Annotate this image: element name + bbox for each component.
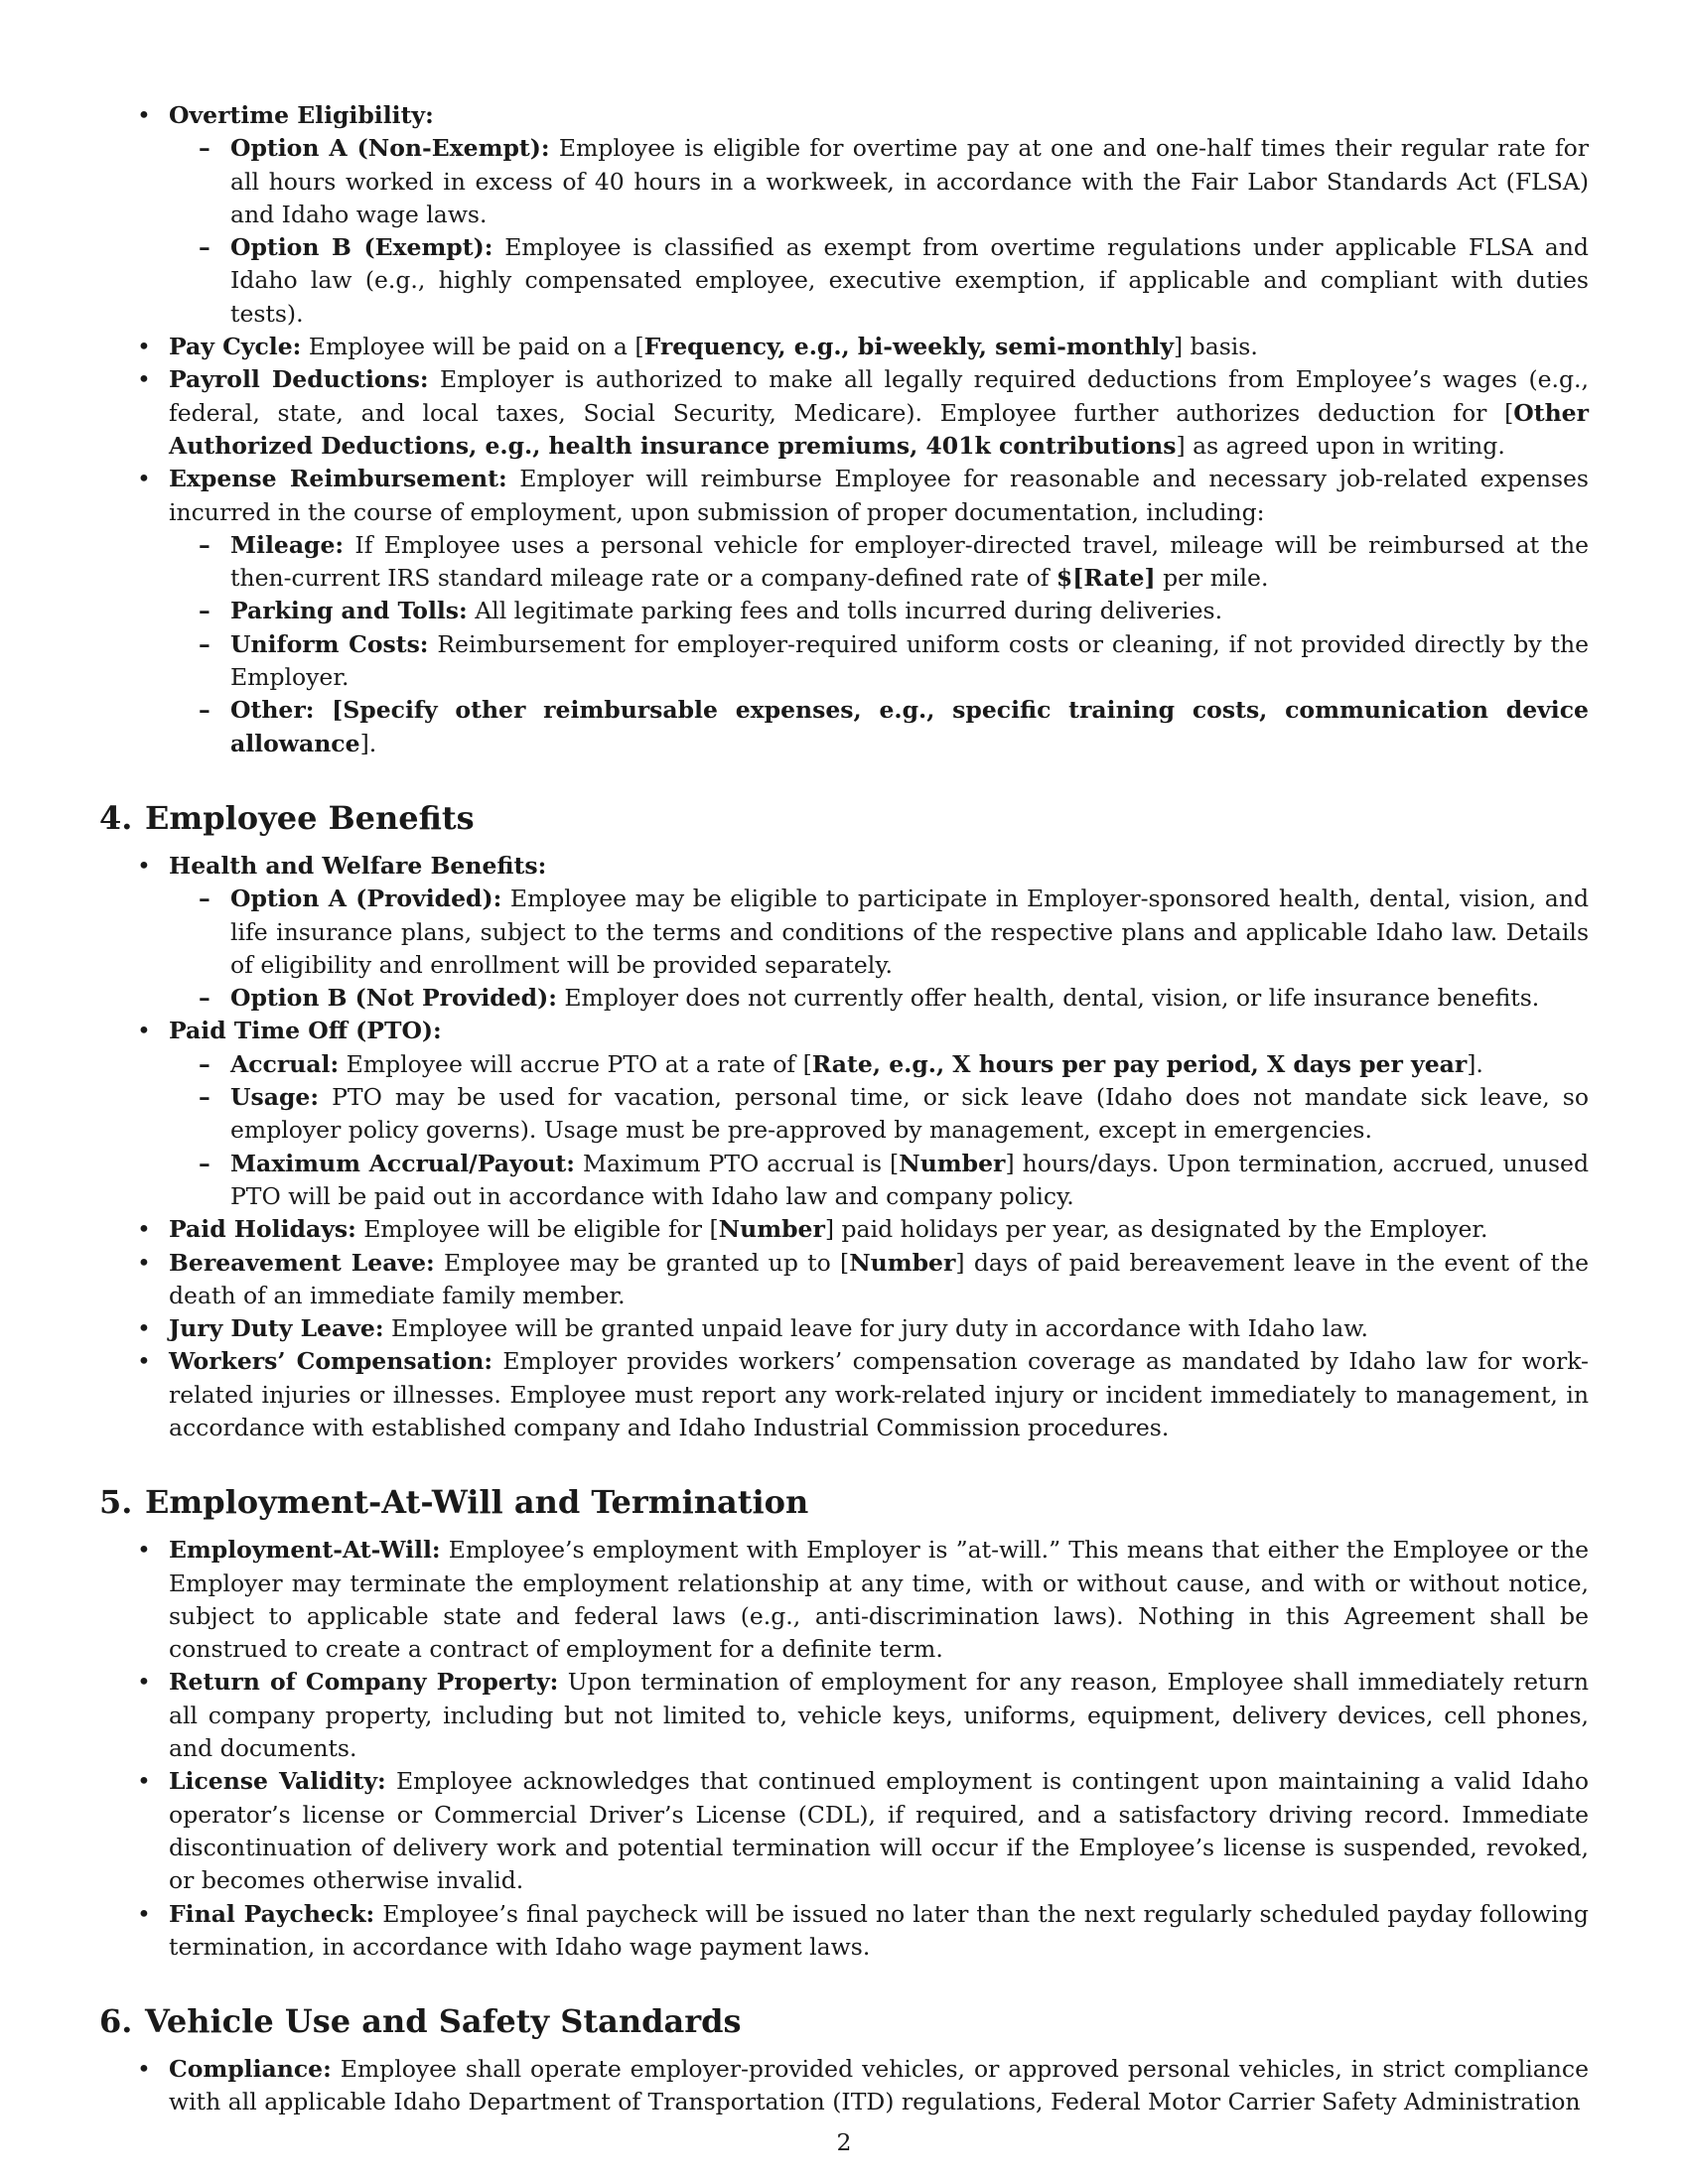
placeholder-field: Specify other reimbursable expenses, e.g., specific training costs, communication device allowance xyxy=(230,696,1589,757)
item-text: Employee will be granted unpaid leave for jury duty in accordance with Idaho law. xyxy=(391,1314,1369,1343)
item-label: Final Paycheck: xyxy=(169,1899,375,1928)
placeholder-field: Number xyxy=(849,1248,956,1277)
item-label: Employment-At-Will: xyxy=(169,1536,441,1565)
list-item-pay-cycle xyxy=(99,331,1589,363)
list-item-bereavement xyxy=(99,1247,1589,1313)
item-text: All legitimate parking fees and tolls incurred during deliveries. xyxy=(475,597,1223,625)
list-item-workers-comp xyxy=(99,1345,1589,1444)
item-text: Employer does not currently offer health, dental, vision, or life insurance benefits. xyxy=(564,984,1540,1013)
item-label: Parking and Tolls: xyxy=(230,597,468,625)
item-label: License Validity: xyxy=(169,1767,386,1796)
section-number: 6. xyxy=(99,2002,133,2041)
item-text: Employee’s final paycheck will be issued no later than the next regularly scheduled payday following termination, in accordance with Idaho wage payment laws. xyxy=(169,1899,1589,1961)
item-label: Other: xyxy=(230,696,315,725)
item-text: ] basis. xyxy=(1174,333,1258,361)
item-label: Option A (Non-Exempt): xyxy=(230,134,550,163)
item-label: Paid Time Off (PTO): xyxy=(169,1017,442,1045)
list-item-at-will xyxy=(99,1534,1589,1666)
page-number: 2 xyxy=(836,2128,852,2156)
item-label: Bereavement Leave: xyxy=(169,1248,435,1277)
expense-subitems xyxy=(169,529,1589,760)
item-label: Paid Holidays: xyxy=(169,1215,356,1244)
list-item-expense-reimbursement xyxy=(99,463,1589,760)
item-label: Return of Company Property: xyxy=(169,1668,559,1697)
item-text: Employer will reimburse Employee for reasonable and necessary job-related expenses incurred in the course of employment, upon submission of proper documentation, including: xyxy=(169,465,1589,526)
health-options xyxy=(169,883,1589,1015)
list-item-company-property xyxy=(99,1666,1589,1765)
item-label: Overtime Eligibility: xyxy=(169,101,434,129)
item-text: Upon termination of employment for any reason, Employee shall immediately return all company property, including but not limited to, vehicle keys, uniforms, equipment, delivery devices, cell phones, and documents. xyxy=(169,1668,1589,1763)
section-title: Employee Benefits xyxy=(145,798,475,837)
item-text: Employee shall operate employer-provided vehicles, or approved personal vehicles, in strict compliance with all applicable Idaho Department of Transportation (ITD) regulations, Federal Motor Carrier Safety Administration xyxy=(169,2055,1589,2116)
placeholder-field: Rate, e.g., X hours per pay period, X days per year xyxy=(811,1049,1468,1078)
list-item-final-paycheck xyxy=(99,1898,1589,1965)
section-heading-employee-benefits xyxy=(99,798,1589,838)
list-item-option-a xyxy=(169,132,1589,231)
list-item-usage xyxy=(169,1081,1589,1148)
page-content xyxy=(99,99,1589,2119)
item-label: Expense Reimbursement: xyxy=(169,465,507,493)
item-text: Reimbursement for employer-required uniform costs or cleaning, if not provided directly by the Employer. xyxy=(230,629,1589,692)
section-3-list xyxy=(99,99,1589,760)
list-item-uniform xyxy=(169,628,1589,695)
list-item-option-b xyxy=(169,982,1589,1015)
item-text: ] as agreed upon in writing. xyxy=(1176,431,1505,460)
item-text: per mile. xyxy=(1155,564,1269,593)
item-text: Employee is eligible for overtime pay at one and one-half times their regular rate for all hours worked in excess of 40 hours in a workweek, in accordance with the Fair Labor Standards Act (FLSA) and Idaho wage laws. xyxy=(230,134,1589,228)
item-text: ]. xyxy=(1467,1049,1483,1078)
section-title: Vehicle Use and Safety Standards xyxy=(145,2002,742,2041)
item-text: Employee is classified as exempt from overtime regulations under applicable FLSA and Idaho law (e.g., highly compensated employee, executive exemption, if applicable and compliant with duties tests). xyxy=(230,233,1589,328)
item-label: Workers’ Compensation: xyxy=(169,1347,493,1376)
item-text: Employee will be eligible for [ xyxy=(363,1215,719,1244)
list-item-paid-holidays xyxy=(99,1213,1589,1246)
list-item-mileage xyxy=(169,529,1589,596)
item-label: Accrual: xyxy=(230,1049,340,1078)
item-text: ] hours/days. Upon termination, accrued, unused PTO will be paid out in accordance with Idaho law and company policy. xyxy=(230,1149,1589,1210)
placeholder-field: Other Authorized Deductions, e.g., health insurance premiums, 401k contributions xyxy=(169,398,1589,460)
item-label: Mileage: xyxy=(230,530,345,559)
item-text: Employee will be paid on a [ xyxy=(308,333,644,361)
item-label: Jury Duty Leave: xyxy=(169,1314,384,1343)
item-label: Uniform Costs: xyxy=(230,629,429,658)
item-label: Option B (Not Provided): xyxy=(230,984,557,1013)
list-item-other xyxy=(169,694,1589,760)
item-label: Compliance: xyxy=(169,2055,332,2084)
section-title: Employment-At-Will and Termination xyxy=(145,1483,809,1522)
item-label: Payroll Deductions: xyxy=(169,365,429,394)
list-item-overtime xyxy=(99,99,1589,331)
item-label: Option A (Provided): xyxy=(230,885,502,913)
placeholder-field: Number xyxy=(718,1215,825,1244)
section-number: 5. xyxy=(99,1483,133,1522)
section-4-list xyxy=(99,850,1589,1444)
list-item-option-b xyxy=(169,231,1589,331)
placeholder-field: $[Rate] xyxy=(1055,564,1156,593)
item-label: Pay Cycle: xyxy=(169,333,302,361)
section-heading-at-will xyxy=(99,1482,1589,1522)
placeholder-field: Number xyxy=(899,1149,1006,1177)
item-text: Employee may be eligible to participate in Employer-sponsored health, dental, vision, and life insurance plans, subject to the terms and conditions of the respective plans and applicable Idaho law. Details of eligibility and enrollment will be provided separately. xyxy=(230,885,1589,979)
section-5-list xyxy=(99,1534,1589,1964)
item-text: ]. xyxy=(359,729,377,757)
placeholder-field: Frequency, e.g., bi-weekly, semi-monthly xyxy=(643,333,1175,361)
item-text: Employee’s employment with Employer is ”at-will.” This means that either the Employee or the Employer may terminate the employment relationship at any time, with or without cause, and with or without notice, subject to applicable state and federal laws (e.g., anti-discrimination laws). Nothing in this Agreement shall be construed to create a contract of employment for a definite term. xyxy=(169,1536,1589,1664)
item-text: Employer provides workers’ compensation coverage as mandated by Idaho law for work-related injuries or illnesses. Employee must report any work-related injury or incident immediately to management, in accordance with established company and Idaho Industrial Commission procedures. xyxy=(169,1347,1589,1441)
section-heading-vehicle-use xyxy=(99,2001,1589,2041)
item-text: Maximum PTO accrual is [ xyxy=(582,1149,900,1177)
pto-subitems xyxy=(169,1048,1589,1213)
list-item-max-accrual xyxy=(169,1148,1589,1214)
item-text: Employee may be granted up to [ xyxy=(444,1248,850,1277)
list-item-jury-duty xyxy=(99,1312,1589,1345)
item-text: PTO may be used for vacation, personal time, or sick leave (Idaho does not mandate sick leave, so employer policy governs). Usage must be pre-approved by management, except in emergencies. xyxy=(230,1083,1589,1145)
list-item-option-a xyxy=(169,883,1589,982)
overtime-options xyxy=(169,132,1589,331)
item-text: Employee acknowledges that continued employment is contingent upon maintaining a valid Idaho operator’s license or Commercial Driver’s License (CDL), if required, and a satisfactory driving record. Immediate discontinuation of delivery work and potential termination will occur if the Employee’s license is suspended, revoked, or becomes otherwise invalid. xyxy=(169,1767,1589,1895)
item-label: Maximum Accrual/Payout: xyxy=(230,1149,575,1177)
list-item-compliance xyxy=(99,2053,1589,2119)
list-item-parking xyxy=(169,595,1589,627)
list-item-payroll-deductions xyxy=(99,363,1589,463)
item-text: ] paid holidays per year, as designated by the Employer. xyxy=(824,1215,1488,1244)
list-item-accrual xyxy=(169,1048,1589,1081)
item-text: Employer is authorized to make all legally required deductions from Employee’s wages (e.g., federal, state, and local taxes, Social Security, Medicare). Employee further authorizes deduction for [ xyxy=(169,365,1589,427)
item-label: Option B (Exempt): xyxy=(230,233,493,262)
item-text: If Employee uses a personal vehicle for employer-directed travel, mileage will be reimbursed at the then-current IRS standard mileage rate or a company-defined rate of xyxy=(230,530,1589,593)
item-label: Usage: xyxy=(230,1083,320,1112)
list-item-pto xyxy=(99,1015,1589,1213)
section-number: 4. xyxy=(99,798,133,837)
item-text: Employee will accrue PTO at a rate of [ xyxy=(346,1049,812,1078)
section-6-list xyxy=(99,2053,1589,2119)
item-text: [ xyxy=(314,696,344,725)
item-label: Health and Welfare Benefits: xyxy=(169,851,547,880)
item-text: ] days of paid bereavement leave in the event of the death of an immediate family member. xyxy=(169,1248,1589,1309)
list-item-health-welfare xyxy=(99,850,1589,1015)
list-item-license-validity xyxy=(99,1765,1589,1897)
